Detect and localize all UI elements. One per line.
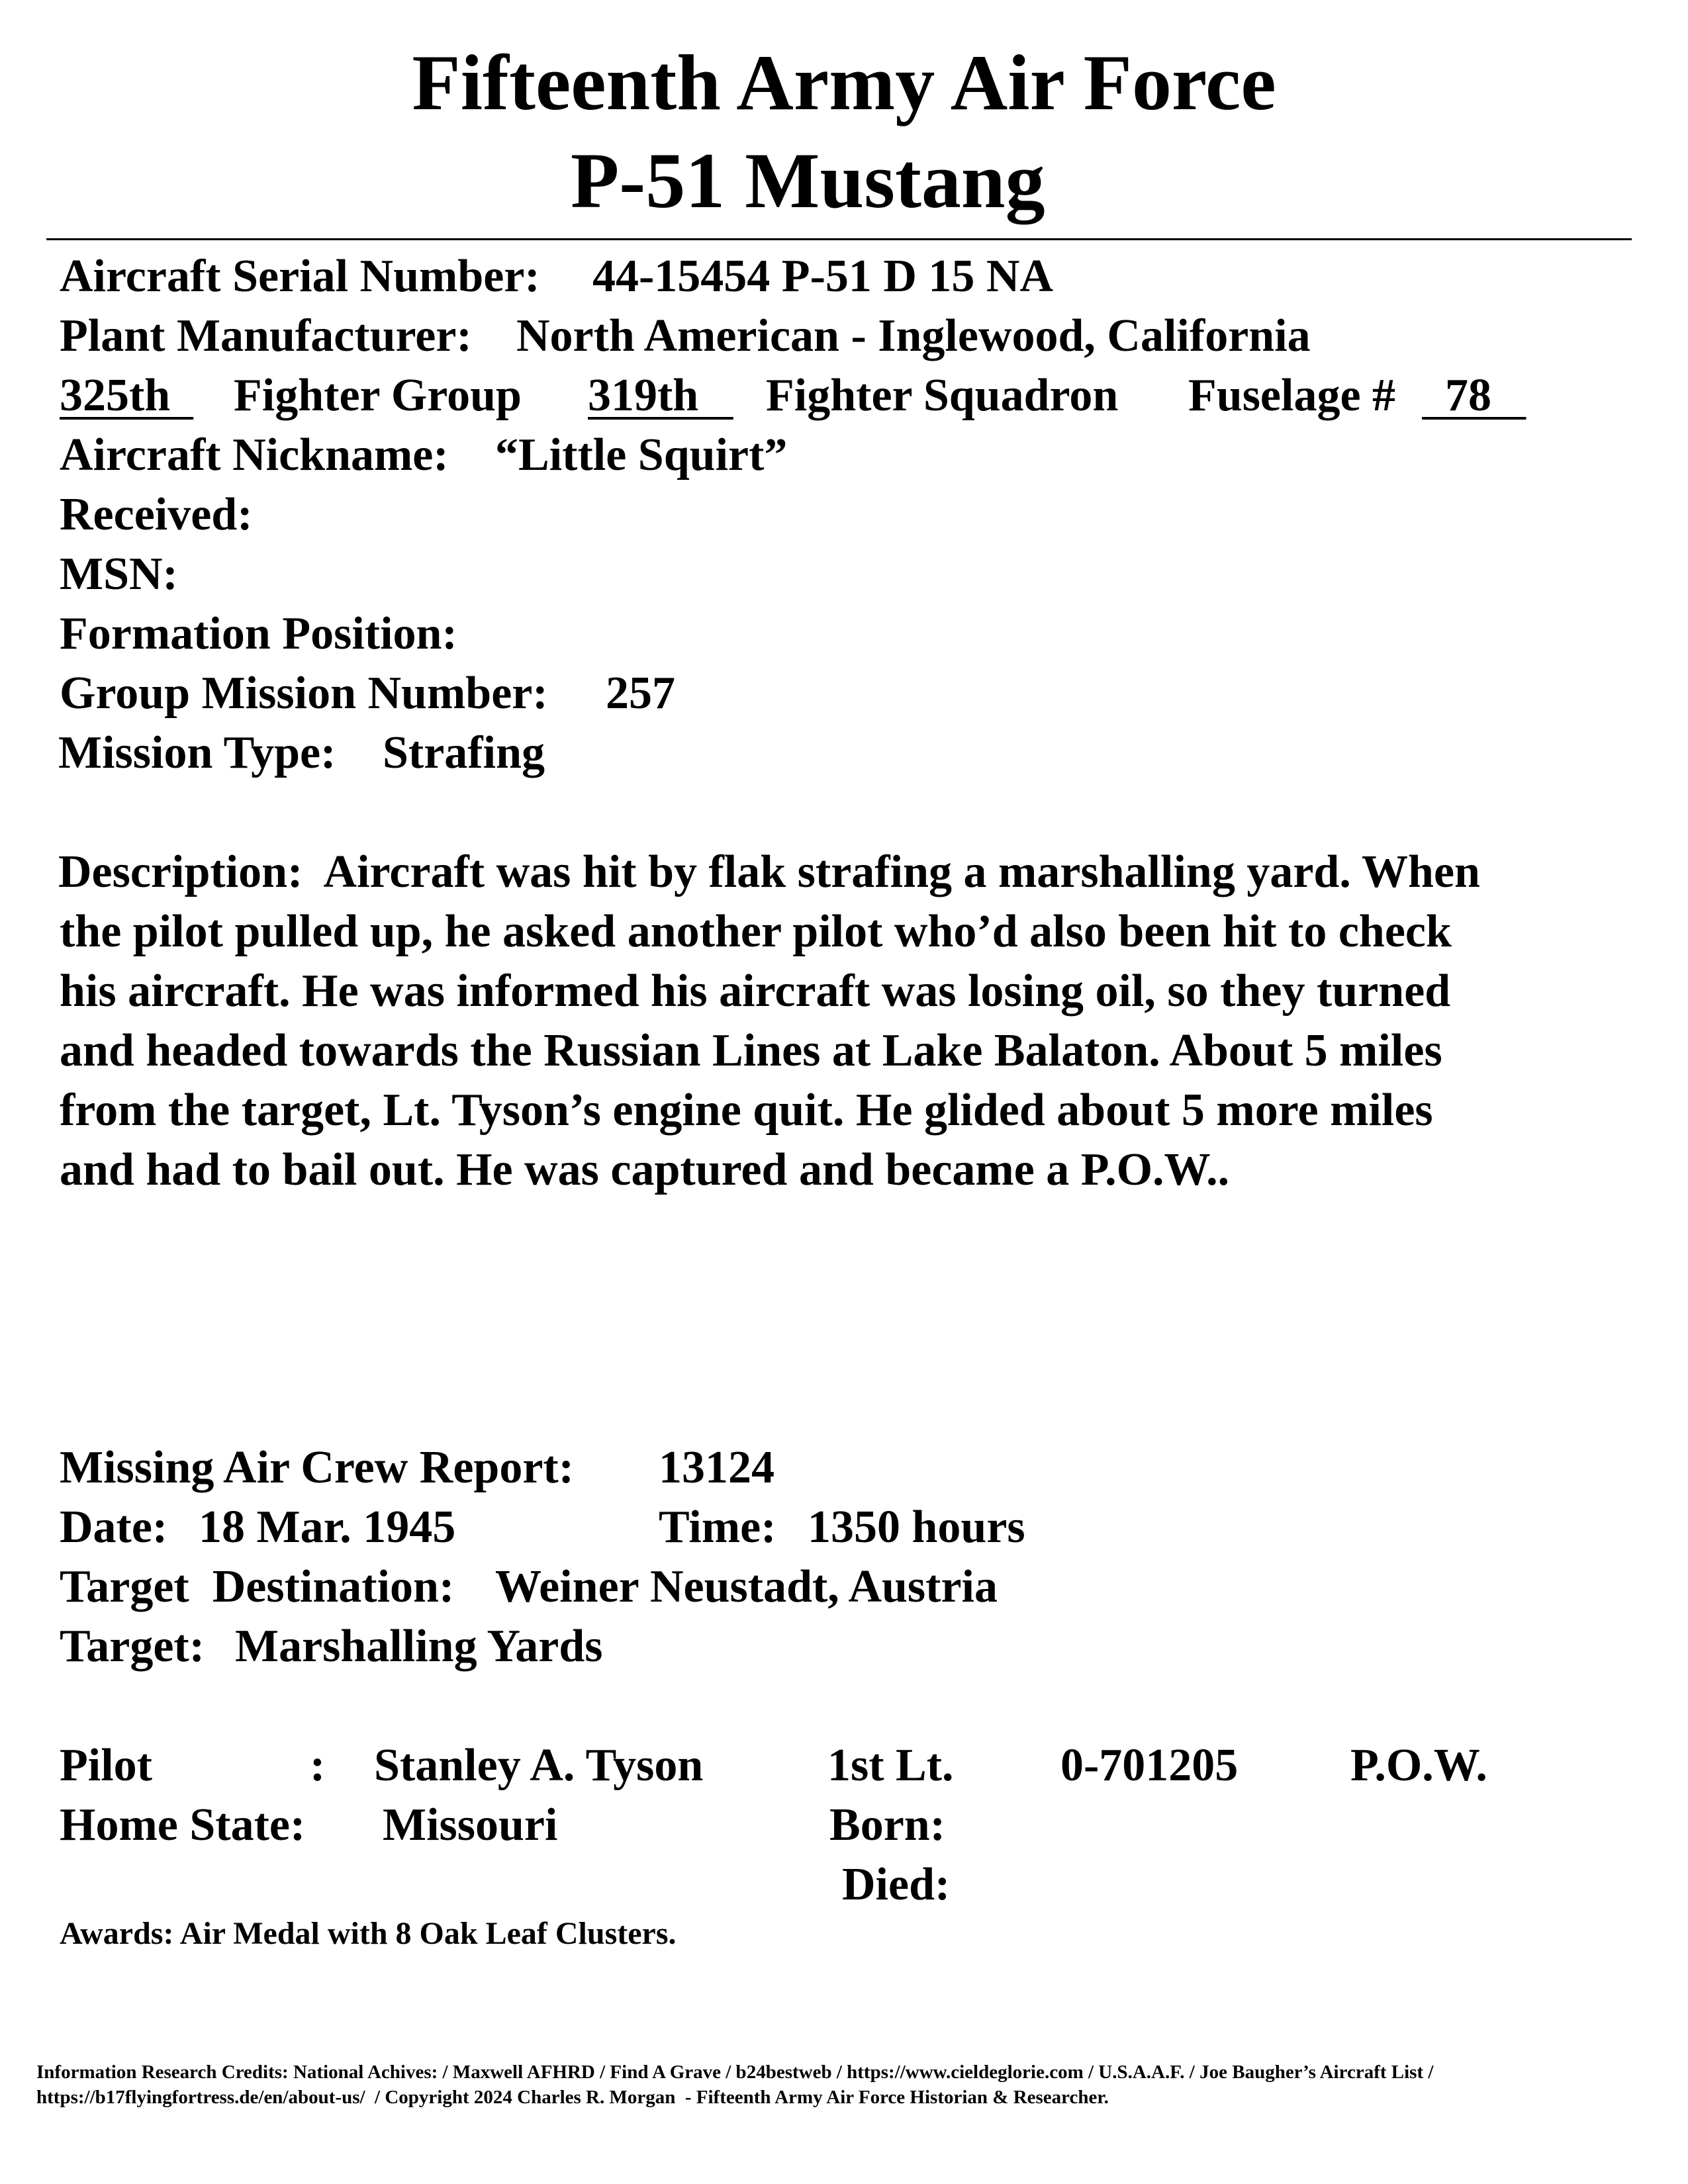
fighter-group-label: Fighter Group	[234, 370, 522, 421]
pilot-rank: 1st Lt.	[827, 1740, 954, 1791]
target-label: Target:	[60, 1621, 205, 1672]
group-mission-value: 257	[606, 668, 675, 719]
pilot-name: Stanley A. Tyson	[374, 1740, 704, 1791]
born-label: Born:	[829, 1799, 945, 1850]
nickname-label: Aircraft Nickname:	[60, 430, 449, 480]
pilot-serial-number: 0-701205	[1060, 1740, 1239, 1791]
macr-value: 13124	[659, 1442, 774, 1493]
pilot-label: Pilot	[60, 1740, 152, 1791]
group-mission-label: Group Mission Number:	[60, 668, 548, 719]
description-line: and had to bail out. He was captured and became a P.O.W..	[60, 1144, 1230, 1195]
fuselage-value: 78	[1422, 370, 1526, 421]
macr-label: Missing Air Crew Report:	[60, 1442, 575, 1493]
mission-type-value: Strafing	[383, 727, 545, 778]
description-line: Description: Aircraft was hit by flak strafing a marshalling yard. When	[58, 846, 1480, 897]
fighter-group-value: 325th	[60, 370, 194, 421]
description-line: the pilot pulled up, he asked another pilot who’d also been hit to check	[60, 906, 1452, 957]
pilot-colon: :	[310, 1740, 326, 1791]
description-line: from the target, Lt. Tyson’s engine quit. He glided about 5 more miles	[60, 1085, 1433, 1136]
serial-number-value: 44-15454 P-51 D 15 NA	[592, 251, 1054, 302]
awards-text: Awards: Air Medal with 8 Oak Leaf Clusters.	[60, 1916, 677, 1951]
date-label: Date:	[60, 1502, 168, 1553]
home-state-value: Missouri	[383, 1799, 558, 1850]
fighter-squadron-label: Fighter Squadron	[766, 370, 1119, 421]
page-subtitle: P-51 Mustang	[571, 136, 1045, 224]
fighter-squadron-value: 319th	[588, 370, 733, 421]
mission-type-label: Mission Type:	[58, 727, 336, 778]
time-label: Time:	[659, 1502, 776, 1553]
nickname-value: “Little Squirt”	[495, 430, 788, 480]
time-value: 1350 hours	[808, 1502, 1025, 1553]
formation-position-label: Formation Position:	[60, 608, 457, 659]
serial-number-label: Aircraft Serial Number:	[60, 251, 540, 302]
date-value: 18 Mar. 1945	[199, 1502, 456, 1553]
died-label: Died:	[842, 1859, 951, 1910]
credits-line: https://b17flyingfortress.de/en/about-us/ / Copyright 2024 Charles R. Morgan - Fifteenth Army Air Force Historian & Researcher.	[36, 2087, 1109, 2108]
received-label: Received:	[60, 489, 253, 540]
page-title: Fifteenth Army Air Force	[412, 38, 1276, 126]
target-destination-label: Target Destination:	[60, 1561, 455, 1612]
manufacturer-label: Plant Manufacturer:	[60, 310, 472, 361]
target-value: Marshalling Yards	[235, 1621, 603, 1672]
description-line: and headed towards the Russian Lines at Lake Balaton. About 5 miles	[60, 1025, 1442, 1076]
msn-label: MSN:	[60, 549, 178, 600]
manufacturer-value: North American - Inglewood, California	[516, 310, 1311, 361]
credits-line: Information Research Credits: National Achives: / Maxwell AFHRD / Find A Grave / b24bestweb / https://www.cieldeglorie.com / U.S.A.A.F. / Joe Baugher’s Aircraft List /	[36, 2062, 1434, 2083]
header-divider	[46, 238, 1632, 240]
target-destination-value: Weiner Neustadt, Austria	[495, 1561, 998, 1612]
description-line: his aircraft. He was informed his aircraft was losing oil, so they turned	[60, 966, 1451, 1017]
pilot-status: P.O.W.	[1350, 1740, 1487, 1791]
home-state-label: Home State:	[60, 1799, 306, 1850]
fuselage-label: Fuselage #	[1188, 370, 1396, 421]
